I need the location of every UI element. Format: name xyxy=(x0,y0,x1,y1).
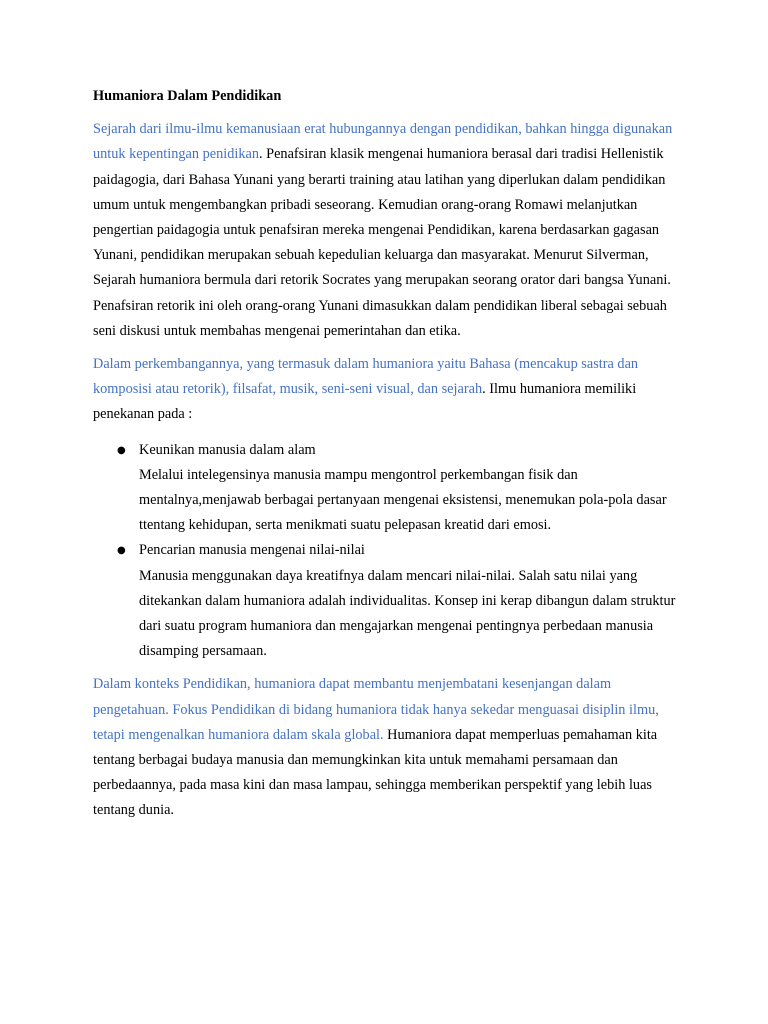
paragraph-context-highlight: Dalam konteks Pendidikan, humaniora dapat membantu menjembatani kesenjangan dalam pengetahuan. Fokus Pendidikan di bidang humaniora tidak hanya sekedar menguasai disiplin ilmu, tetapi mengenalkan humaniora dalam skala global. xyxy=(93,676,659,743)
document-page xyxy=(93,84,681,832)
list-item-title: Keunikan manusia dalam alam xyxy=(139,441,316,458)
bullet-icon: ● xyxy=(117,545,126,557)
list-item-title: Pencarian manusia mengenai nilai-nilai xyxy=(139,542,365,559)
list-item-body: Manusia menggunakan daya kreatifnya dalam mencari nilai-nilai. Salah satu nilai yang ditekankan dalam humaniora adalah individualitas. Konsep ini kerap dibangun dalam struktur dari suatu program humaniora dan mengajarkan mengenai pentingnya perbedaan manusia disamping persamaan. xyxy=(139,567,676,660)
paragraph-history-highlight: Sejarah dari ilmu-ilmu kemanusiaan erat hubungannya dengan pendidikan, bahkan hingga digunakan untuk kepentingan penidikan xyxy=(93,121,673,163)
list-item-body: Melalui intelegensinya manusia mampu mengontrol perkembangan fisik dan mentalnya,menjawab berbagai pertanyaan mengenai eksistensi, menemukan pola-pola dasar ttentang kehidupan, serta menikmati suatu pelepasan kreatid dari emosi. xyxy=(139,466,667,534)
document-title: Humaniora Dalam Pendidikan xyxy=(93,88,282,104)
bullet-icon: ● xyxy=(117,444,126,456)
list-item xyxy=(93,538,681,664)
paragraph-history-text: . Penafsiran klasik mengenai humaniora berasal dari tradisi Hellenistik paidagogia, dari Bahasa Yunani yang berarti training atau latihan yang diperlukan dalam pendidikan umum untuk mengembangkan pribadi seseorang. Kemudian orang-orang Romawi melanjutkan pengertian paidagogia untuk penafsiran mereka mengenai Pendidikan, karena berdasarkan gagasan Yunani, pendidikan merupakan sebuah kepedulian keluarga dan masyarakat. Menurut Silverman, Sejarah humaniora bermula dari retorik Socrates yang merupakan seorang orator dari bangsa Yunani. Penafsiran retorik ini oleh orang-orang Yunani dimasukkan dalam pendidikan liberal sebagai sebuah seni diskusi untuk membahas mengenai pemerintahan dan etika. xyxy=(93,146,671,339)
paragraph-context xyxy=(93,672,681,823)
list-item xyxy=(93,438,681,539)
emphasis-list xyxy=(93,438,681,665)
paragraph-development-highlight: Dalam perkembangannya, yang termasuk dalam humaniora yaitu Bahasa (mencakup sastra dan komposisi atau retorik), filsafat, musik, seni-seni visual, dan sejarah xyxy=(93,356,639,398)
paragraph-development xyxy=(93,352,681,428)
paragraph-history xyxy=(93,117,681,344)
paragraph-context-text: Humaniora dapat memperluas pemahaman kita tentang berbagai budaya manusia dan memungkinkan kita untuk memahami persamaan dan perbedaannya, pada masa kini dan masa lampau, sehingga memberikan perspektif yang lebih luas tentang dunia. xyxy=(93,726,658,819)
paragraph-development-text: . Ilmu humaniora memiliki penekanan pada : xyxy=(93,381,637,423)
